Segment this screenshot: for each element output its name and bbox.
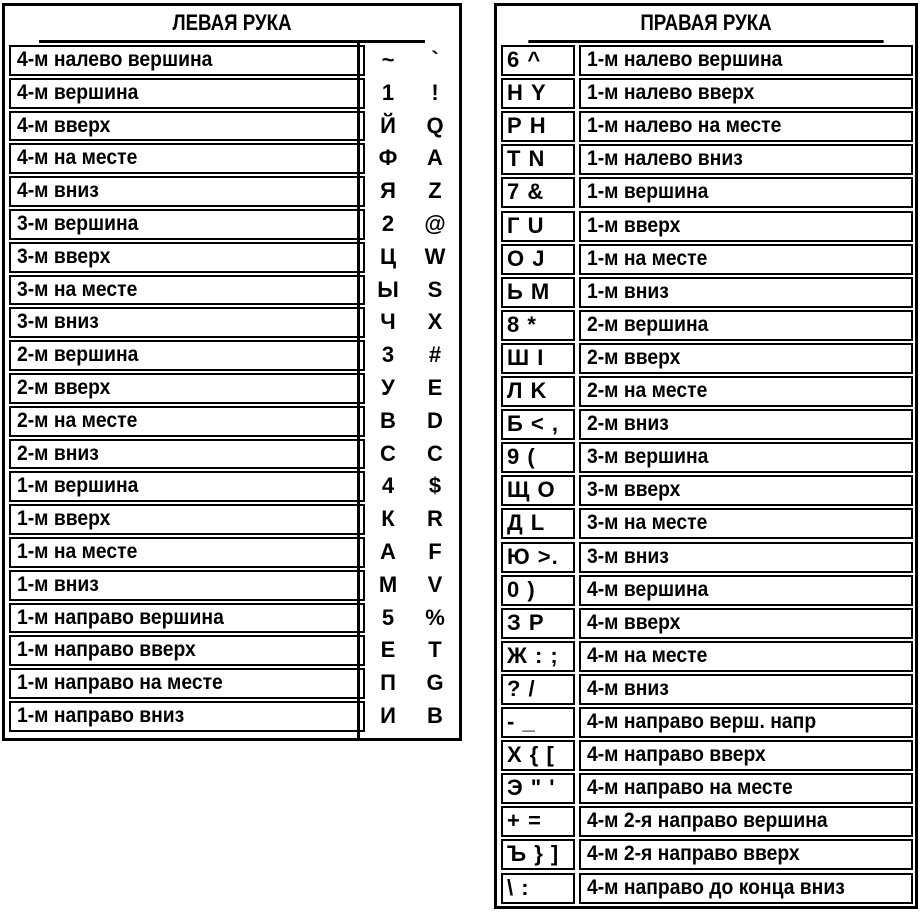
left-row-latin-key: W [424,243,446,269]
left-row-finger-position-text: 4-м вверх [17,113,111,137]
left-row-finger-position [9,176,365,207]
right-row-finger-position-text: 3-м вверх [587,478,681,502]
right-table-row [497,376,915,407]
left-row-latin-key: # [428,342,442,368]
right-row-keys: 6 ^ [501,45,575,76]
left-row-finger-position-text: 3-м вверх [17,244,111,268]
left-row-finger-position-text: 4-м налево вершина [17,48,213,71]
left-table-row [5,471,459,502]
left-row-finger-position [9,209,365,240]
left-row-latin-key: Z [428,178,442,204]
right-row-keys: Э " ' [501,773,575,804]
right-row-keys: Ю >. [501,542,575,573]
left-table-row [5,242,459,273]
right-table-row [497,806,915,837]
left-row-finger-position [9,242,365,273]
left-row-latin-key: % [425,604,445,630]
right-row-finger-position [579,475,913,506]
right-table-row [497,542,915,573]
left-row-finger-position [9,307,365,338]
right-row-keys: Л K [501,376,575,407]
left-table-row [5,537,459,568]
right-row-finger-position-text: 2-м вниз [587,412,669,436]
right-row-finger-position [579,244,913,275]
right-row-finger-position-text: 4-м 2-я направо вверх [587,842,800,866]
right-row-keys: Щ O [501,475,575,506]
left-row-cyrillic-key: К [381,506,395,532]
right-row-keys: З P [501,608,575,639]
right-table-row [497,873,915,904]
right-row-finger-position [579,211,913,242]
left-table-row [5,275,459,306]
left-row-finger-position [9,471,365,502]
right-row-finger-position [579,773,913,804]
right-table-row [497,740,915,771]
left-row-finger-position [9,570,365,601]
right-row-keys: Г U [501,211,575,242]
left-row-finger-position [9,603,365,634]
right-row-finger-position [579,78,913,109]
left-row-finger-position-text: 2-м на месте [17,408,138,432]
left-table-row [5,373,459,404]
right-table-row [497,277,915,308]
right-row-finger-position-text: 1-м налево на месте [587,114,782,138]
right-row-finger-position [579,409,913,440]
left-row-finger-position-text: 3-м вниз [17,310,99,334]
left-row-latin-key: D [427,407,443,433]
right-row-finger-position [579,740,913,771]
right-row-finger-position-text: 3-м на месте [587,511,708,535]
right-row-finger-position-text: 4-м вниз [587,676,669,700]
left-row-latin-key: X [427,309,443,335]
left-row-finger-position-text: 1-м направо вершина [17,605,224,629]
right-row-keys: Т N [501,144,575,175]
left-row-cyrillic-key: Я [380,178,396,204]
right-row-finger-position [579,806,913,837]
right-table-row [497,773,915,804]
left-row-finger-position [9,340,365,371]
right-table-row [497,707,915,738]
left-table-row [5,406,459,437]
right-row-keys: ? / [501,674,575,705]
left-row-finger-position-text: 4-м вниз [17,179,99,203]
right-row-finger-position [579,575,913,606]
right-row-finger-position [579,839,913,870]
right-row-keys: Ь M [501,277,575,308]
left-row-cyrillic-key: 3 [381,342,395,368]
right-row-finger-position [579,442,913,473]
left-row-cyrillic-key: Ы [377,276,399,302]
left-row-cyrillic-key: Й [380,112,396,138]
left-row-latin-key: R [427,506,443,532]
left-row-finger-position-text: 2-м вниз [17,441,99,465]
right-table-row [497,641,915,672]
left-row-latin-key: B [427,703,443,728]
right-row-finger-position [579,177,913,208]
right-row-finger-position [579,144,913,175]
right-row-finger-position-text: 1-м налево вверх [587,81,755,105]
right-row-finger-position-text: 2-м на месте [587,379,708,402]
right-table-row [497,343,915,374]
right-row-keys: О J [501,244,575,275]
left-row-finger-position-text: 1-м направо на месте [17,671,223,695]
left-row-latin-key: $ [428,473,442,499]
left-row-finger-position-text: 3-м на месте [17,277,138,301]
right-table-row [497,575,915,606]
left-row-finger-position-text: 1-м направо вниз [17,704,185,727]
right-row-keys: Д L [501,508,575,539]
right-row-keys: Б < , [501,409,575,440]
left-row-finger-position-text: 2-м вверх [17,376,111,399]
left-row-finger-position-text: 1-м вершина [17,474,139,498]
left-row-finger-position [9,406,365,437]
right-row-keys: + = [501,806,575,837]
right-row-finger-position [579,277,913,308]
right-table-row [497,475,915,506]
left-table-row [5,307,459,338]
left-row-latin-key: Q [426,112,444,138]
right-row-finger-position-text: 4-м направо вверх [587,743,766,767]
left-row-cyrillic-key: Ф [378,145,398,171]
right-table-row [497,211,915,242]
right-row-finger-position-text: 1-м на месте [587,246,708,270]
left-row-latin-key: ` [431,47,439,72]
right-hand-table [494,3,918,909]
left-row-finger-position-text: 1-м направо вверх [17,638,196,662]
left-table-row [5,570,459,601]
right-row-finger-position-text: 4-м вверх [587,610,681,634]
left-row-finger-position-text: 1-м вниз [17,572,99,596]
right-table-row [497,78,915,109]
left-row-finger-position [9,537,365,568]
right-row-keys: \ : [501,873,575,904]
left-table-row [5,45,459,76]
left-row-cyrillic-key: Ц [379,243,397,269]
left-row-latin-key: C [427,440,443,466]
left-table-row [5,603,459,634]
right-row-finger-position-text: 4-м вершина [587,577,709,601]
right-row-finger-position [579,608,913,639]
left-row-finger-position [9,111,365,142]
left-row-latin-key: @ [424,211,446,236]
left-row-cyrillic-key: А [380,539,396,564]
right-row-finger-position [579,873,913,904]
left-table-row [5,143,459,174]
left-row-latin-key: G [426,670,444,696]
left-table-row [5,78,459,109]
right-row-keys: Н Y [501,78,575,109]
right-row-finger-position-text: 1-м налево вниз [587,147,743,171]
left-row-latin-key: ! [431,79,439,105]
right-row-finger-position-text: 1-м вниз [587,279,669,303]
right-table-row [497,310,915,341]
left-row-finger-position [9,45,365,76]
left-table-row [5,701,459,732]
right-row-finger-position-text: 4-м на месте [587,643,708,667]
left-row-finger-position [9,275,365,306]
left-row-finger-position-text: 1-м на месте [17,540,138,563]
left-row-latin-key: T [428,637,442,663]
right-row-finger-position [579,45,913,76]
left-row-cyrillic-key: М [378,571,398,597]
right-row-keys: - _ [501,707,575,738]
right-table-row [497,442,915,473]
right-row-finger-position-text: 2-м вверх [587,345,681,369]
right-row-finger-position-text: 3-м вниз [587,544,669,568]
left-row-latin-key: A [427,145,443,171]
right-row-keys: Ъ } ] [501,839,575,870]
left-row-finger-position [9,701,365,732]
left-row-finger-position [9,373,365,404]
right-row-finger-position-text: 1-м вершина [587,180,709,204]
left-hand-table [2,3,462,741]
left-row-cyrillic-key: И [380,703,396,728]
right-table-row [497,177,915,208]
left-row-cyrillic-key: Ч [380,309,396,335]
left-row-cyrillic-key: Е [380,637,396,663]
right-table-row [497,144,915,175]
left-row-finger-position [9,635,365,666]
right-row-finger-position-text: 1-м вверх [587,213,681,237]
right-row-keys: 7 & [501,177,575,208]
right-row-finger-position-text: 4-м направо верш. напр [587,710,817,733]
left-row-finger-position [9,78,365,109]
right-row-finger-position [579,674,913,705]
right-row-finger-position [579,376,913,407]
left-row-latin-key: F [428,539,442,564]
right-table-row [497,111,915,142]
left-table-row [5,635,459,666]
left-row-finger-position [9,439,365,470]
left-row-cyrillic-key: В [380,407,396,433]
right-row-finger-position [579,111,913,142]
right-table-row [497,508,915,539]
right-row-keys: Х { [ [501,740,575,771]
left-table-row [5,439,459,470]
left-hand-title: ЛЕВАЯ РУКА [39,6,425,43]
left-table-row [5,504,459,535]
right-row-keys: Ж : ; [501,641,575,672]
left-table-row [5,340,459,371]
left-row-cyrillic-key: 5 [381,604,395,630]
right-table-row [497,674,915,705]
left-row-latin-key: E [427,375,443,400]
right-table-row [497,45,915,76]
right-row-keys: 8 * [501,310,575,341]
right-row-keys: 0 ) [501,575,575,606]
left-row-finger-position-text: 4-м на месте [17,146,138,170]
right-hand-title: ПРАВАЯ РУКА [528,6,883,43]
left-row-latin-key: S [427,276,443,302]
left-row-cyrillic-key: С [380,440,396,466]
right-row-finger-position-text: 4-м 2-я направо вершина [587,809,828,833]
left-row-finger-position [9,504,365,535]
left-table-row [5,209,459,240]
right-table-row [497,244,915,275]
right-row-finger-position-text: 4-м направо до конца вниз [587,875,845,899]
left-row-finger-position [9,668,365,699]
left-table-row [5,111,459,142]
left-row-cyrillic-key: 1 [381,79,395,105]
right-row-finger-position [579,508,913,539]
left-table-row [5,668,459,699]
right-row-finger-position [579,542,913,573]
left-row-finger-position-text: 1-м вверх [17,507,111,531]
right-row-finger-position-text: 4-м направо на месте [587,776,793,800]
right-row-finger-position [579,641,913,672]
left-row-finger-position-text: 4-м вершина [17,80,139,104]
right-row-finger-position [579,310,913,341]
right-row-keys: Ш I [501,343,575,374]
right-row-finger-position [579,707,913,738]
left-row-latin-key: V [427,571,443,597]
right-row-finger-position-text: 1-м налево вершина [587,48,783,71]
left-row-cyrillic-key: У [381,375,395,400]
right-row-keys: 9 ( [501,442,575,473]
left-row-cyrillic-key: 2 [381,211,395,236]
right-row-keys: Р H [501,111,575,142]
right-row-finger-position-text: 2-м вершина [587,312,709,336]
left-row-finger-position-text: 2-м вершина [17,343,139,367]
right-row-finger-position [579,343,913,374]
left-row-cyrillic-key: П [380,670,396,696]
right-table-row [497,839,915,870]
right-table-row [497,608,915,639]
left-row-finger-position-text: 3-м вершина [17,212,139,235]
left-row-finger-position [9,143,365,174]
left-row-cyrillic-key: 4 [381,473,395,499]
left-table-row [5,176,459,207]
right-row-finger-position-text: 3-м вершина [587,445,709,469]
right-table-row [497,409,915,440]
left-row-cyrillic-key: ~ [381,47,395,72]
